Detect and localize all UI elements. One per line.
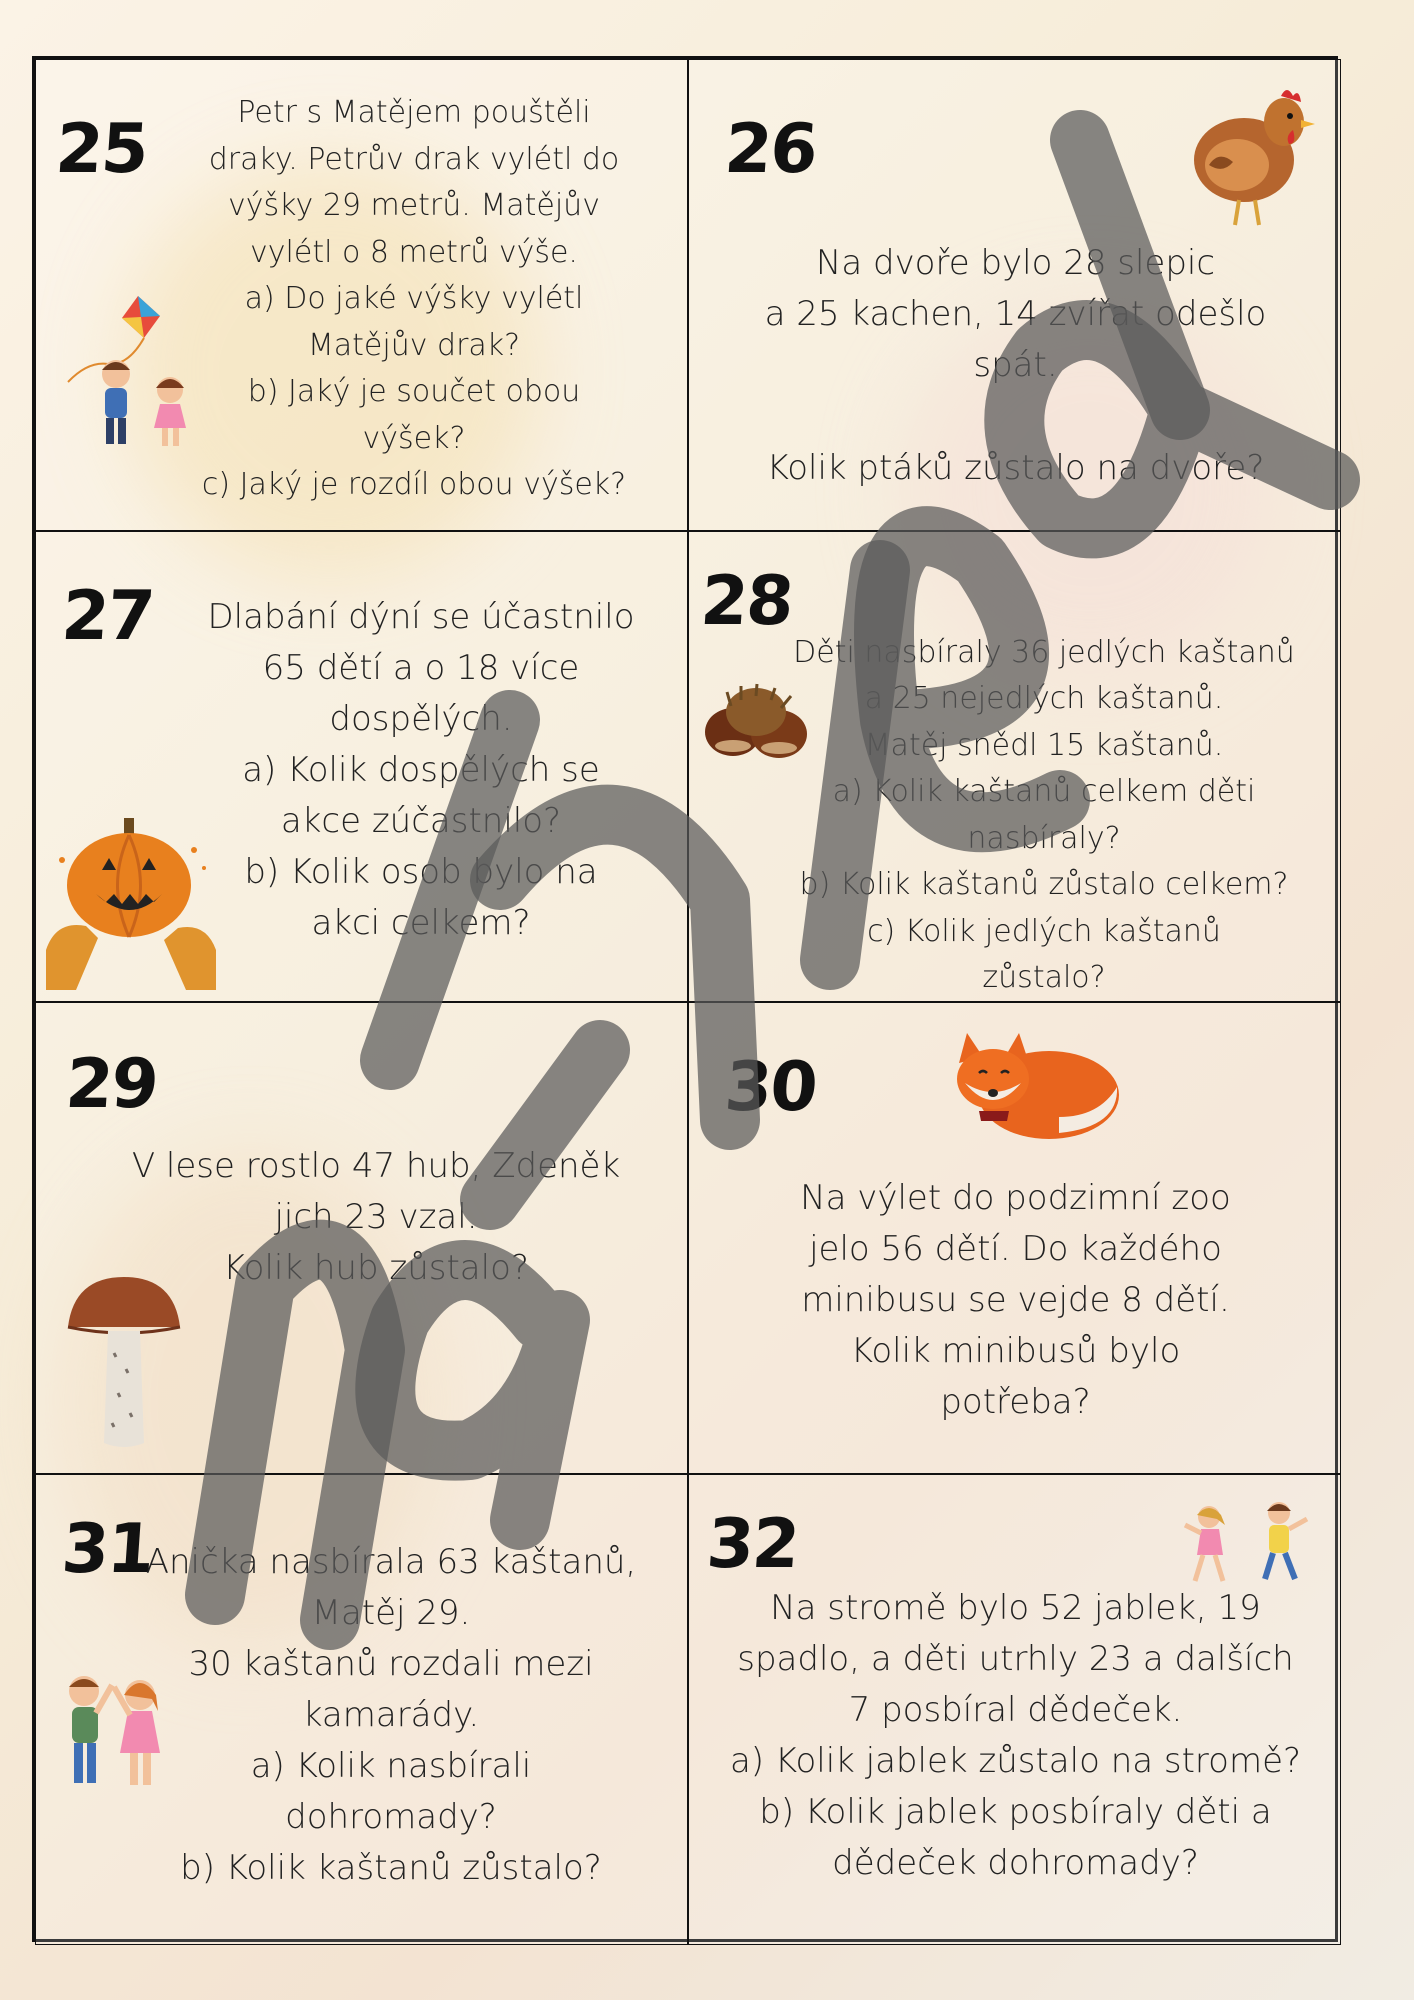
task-number: 30 [722,1048,819,1127]
task-line: b) Kolik osob bylo na [244,851,598,892]
task-line: Petr s Matějem pouštěli [237,95,591,130]
task-line: c) Jaký je rozdíl obou výšek? [201,467,627,502]
task-line: minibusu se vejde 8 dětí. [801,1280,1230,1320]
task-line: Kolik hub zůstalo? [223,1248,529,1288]
task-line: a) Do jaké výšky vylétl [244,281,584,316]
task-line: c) Kolik jedlých kaštanů [867,913,1221,949]
task-line: 65 dětí a o 18 více [262,647,580,688]
kids-with-kite-icon [48,286,208,456]
task-line: Anička nasbírala 63 kaštanů, [145,1541,637,1582]
task-line: Děti nasbíraly 36 jedlých kaštanů [793,634,1295,670]
task-line: Kolik minibusů bylo [850,1331,1181,1371]
task-line: b) Kolik kaštanů zůstalo celkem? [799,867,1289,902]
task-line: vylétl o 8 metrů výše. [250,234,578,270]
task-text [709,1173,1322,1428]
task-card-32 [688,1474,1341,1946]
task-line: Matějův drak? [307,327,521,363]
task-line: a) Kolik jablek zůstalo na stromě? [729,1740,1302,1781]
task-card-26 [688,59,1341,531]
task-line: 7 posbíral dědeček. [848,1689,1183,1730]
task-text [116,1537,666,1894]
task-card-28 [688,531,1341,1003]
task-line: a) Kolik kaštanů celkem děti [832,774,1256,809]
task-line: b) Kolik kaštanů zůstalo? [180,1847,602,1888]
task-card-30 [688,1002,1341,1474]
task-line: Matěj 29. [311,1592,471,1633]
task-line: a 25 nejedlých kaštanů. [864,681,1224,716]
task-card-27 [35,531,688,1003]
task-line: výšky 29 metrů. Matějův [228,188,600,223]
task-number: 28 [698,561,795,641]
task-text [689,1583,1341,1889]
pumpkin-carving-icon [46,810,216,990]
task-line: dohromady? [285,1796,497,1837]
task-line: zůstalo? [982,960,1106,995]
task-line: akce zúčastnilo? [280,800,562,841]
task-line: dospělých. [329,698,513,739]
task-card-25 [35,59,688,531]
task-line: Na výlet do podzimní zoo [800,1178,1231,1218]
task-card-31 [35,1474,688,1946]
task-cards-grid [32,56,1338,1942]
task-number: 26 [722,110,819,189]
task-card-29 [35,1002,688,1474]
task-line: Na stromě bylo 52 jablek, 19 [770,1587,1261,1628]
task-line: jelo 56 dětí. Do každého [809,1229,1222,1269]
task-line: nasbíraly? [967,820,1121,856]
task-text [709,238,1322,494]
task-number: 31 [59,1509,156,1589]
task-line: Dlabání dýní se účastnilo [207,596,635,637]
task-text [154,90,674,509]
task-line: draky. Petrův drak vylétl do [208,141,620,177]
task-text [749,630,1339,1002]
task-number: 27 [59,576,156,656]
task-line: a 25 kachen, 14 zvířat odešlo [764,294,1267,334]
task-number: 32 [704,1504,801,1584]
fox-icon [949,1017,1129,1147]
kids-high-five-icon [48,1665,178,1795]
task-line: jich 23 vzal. [274,1197,478,1237]
task-number: 25 [53,110,150,189]
task-line: V lese rostlo 47 hub, Zdeněk [131,1146,621,1186]
task-line: b) Jaký je součet obou [247,374,581,409]
task-text [166,592,676,949]
task-line: akci celkem? [311,902,531,943]
task-line: kamarády. [302,1694,480,1735]
task-line: výšek? [362,420,466,456]
task-line: Matěj snědl 15 kaštanů. [864,727,1224,763]
task-line: potřeba? [940,1382,1091,1422]
task-number: 29 [63,1045,160,1124]
task-line: spát. [973,345,1058,385]
task-line: a) Kolik nasbírali [250,1745,532,1786]
task-text [96,1141,656,1294]
hen-icon [1189,70,1319,230]
mushroom-icon [64,1273,184,1453]
task-line: dědeček dohromady? [832,1842,1199,1883]
task-line: 30 kaštanů rozdali mezi [188,1643,594,1684]
running-kids-icon [1179,1495,1319,1595]
task-line: spadlo, a děti utrhly 23 a dalších [737,1638,1294,1679]
task-line: a) Kolik dospělých se [242,749,600,790]
task-line: Na dvoře bylo 28 slepic [815,243,1216,283]
task-line: b) Kolik jablek posbíraly děti a [759,1791,1272,1832]
task-question: Kolik ptáků zůstalo na dvoře? [766,448,1265,488]
